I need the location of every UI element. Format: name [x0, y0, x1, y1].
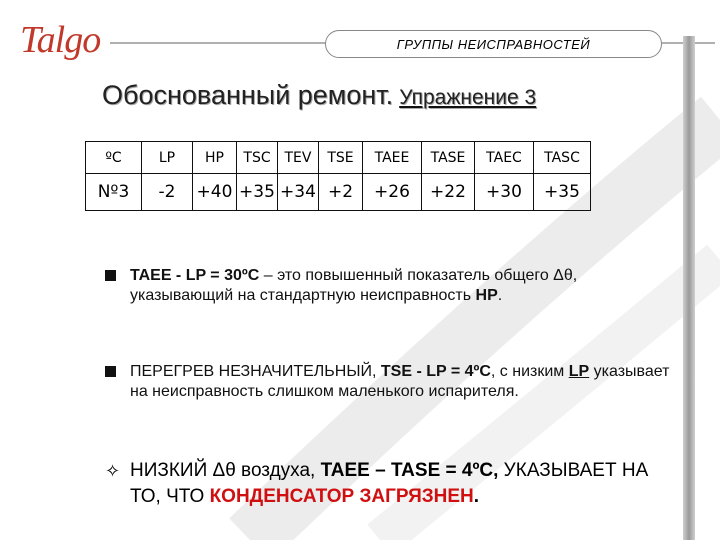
table-cell: +35 [237, 174, 278, 211]
table-cell: LP [142, 142, 193, 174]
table-cell: +26 [363, 174, 422, 211]
table-cell: TASE [422, 142, 475, 174]
square-bullet-icon [105, 366, 116, 377]
side-bar-decoration [683, 36, 695, 540]
page-title [102, 80, 536, 111]
table-cell: +35 [534, 174, 591, 211]
bullet-item [105, 266, 670, 306]
square-bullet-icon [105, 270, 116, 281]
conclusion-text: НИЗКИЙ Δθ воздуха, TAEE – TASE = 4ºC, УКАЗЫВАЕТ НА ТО, ЧТО КОНДЕНСАТОР ЗАГРЯЗНЕН. [130, 460, 649, 507]
title-main: Обоснованный ремонт. [102, 80, 394, 110]
table-cell: HP [193, 142, 237, 174]
table-cell: +34 [278, 174, 319, 211]
table-cell: +40 [193, 174, 237, 211]
table-header-row [86, 142, 591, 174]
table-cell: TASC [534, 142, 591, 174]
talgo-logo: Talgo [20, 19, 101, 61]
bullet-text: ПЕРЕГРЕВ НЕЗНАЧИТЕЛЬНЫЙ, TSE - LP = 4ºC, с низким LP указывает на неисправность слишком маленького испарителя. [130, 363, 670, 400]
title-exercise: Упражнение 3 [399, 86, 537, 109]
table-cell: +2 [319, 174, 363, 211]
table-cell: TEV [278, 142, 319, 174]
conclusion [105, 458, 665, 510]
table-cell: TSC [237, 142, 278, 174]
table-cell: TSE [319, 142, 363, 174]
star-bullet-icon: ✧ [105, 461, 121, 481]
table-cell: TAEE [363, 142, 422, 174]
bullet-text: TAEE - LP = 30ºC – это повышенный показатель общего Δθ, указывающий на стандартную неисправность HP. [130, 267, 578, 304]
parameters-table [85, 141, 591, 211]
section-header: ГРУППЫ НЕИСПРАВНОСТЕЙ [325, 30, 662, 58]
bullet-item [105, 362, 670, 402]
table-cell: TAEC [475, 142, 534, 174]
table-cell: +30 [475, 174, 534, 211]
table-cell: Nº3 [86, 174, 142, 211]
table-cell: ºC [86, 142, 142, 174]
table-cell: -2 [142, 174, 193, 211]
table-cell: +22 [422, 174, 475, 211]
table-row [86, 174, 591, 211]
